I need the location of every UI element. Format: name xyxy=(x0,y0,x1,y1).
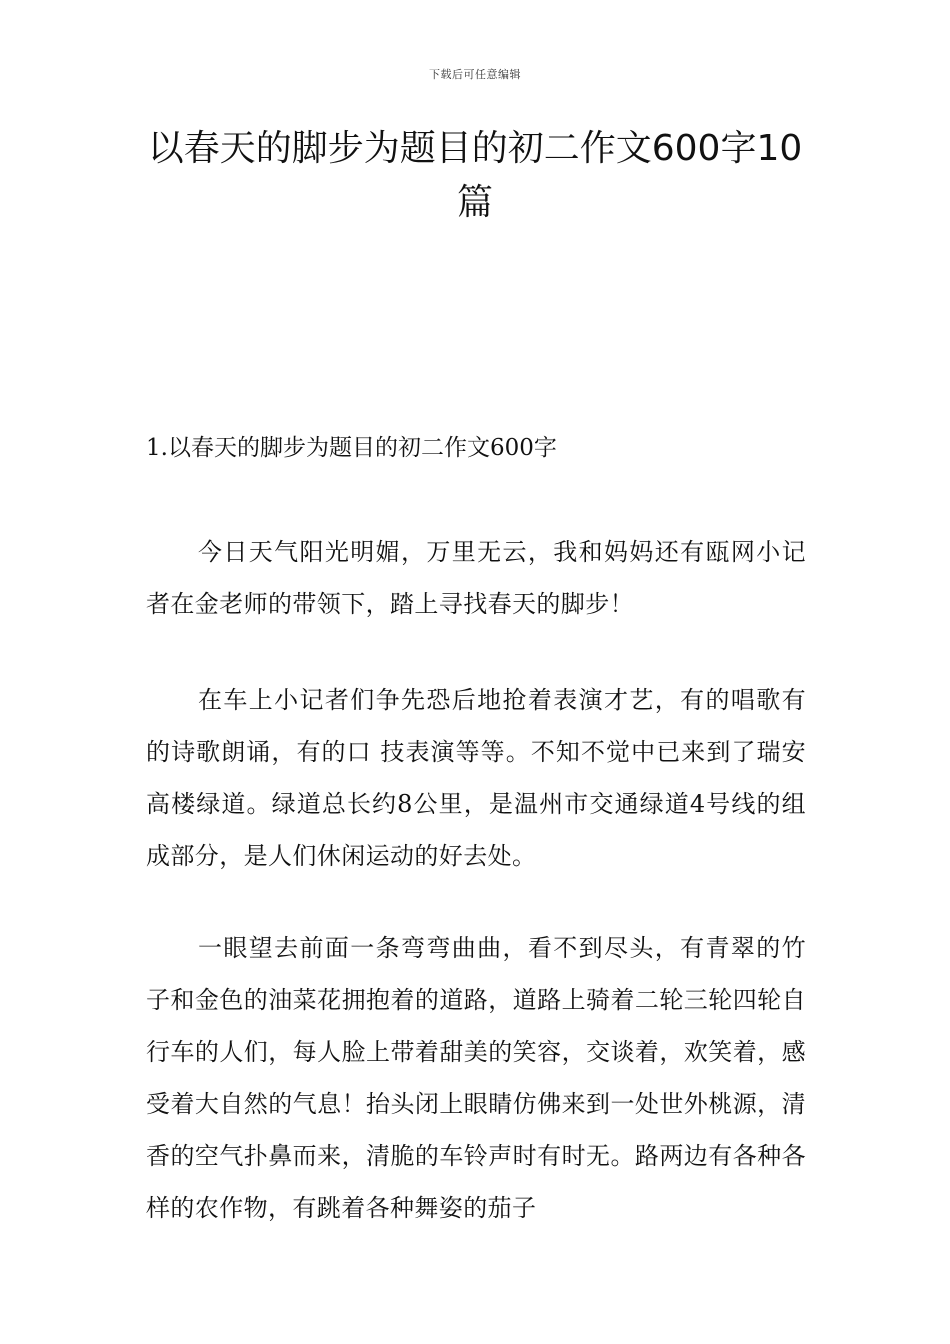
paragraph-1: 今日天气阳光明媚，万里无云，我和妈妈还有瓯网小记者在金老师的带领下，踏上寻找春天的脚步！ xyxy=(146,538,806,618)
document-title: 以春天的脚步为题目的初二作文600字10篇 xyxy=(147,128,803,223)
paragraph-3: 一眼望去前面一条弯弯曲曲，看不到尽头，有青翠的竹子和金色的油菜花拥抱着的道路，道路上骑着二轮三轮四轮自行车的人们，每人脸上带着甜美的笑容，交谈着，欢笑着，感受着大自然的气息！抬头闭上眼睛仿佛来到一处世外桃源，清香的空气扑鼻而来，清脆的车铃声时有时无。路两边有各种各样的农作物，有跳着各种舞姿的茄子 xyxy=(146,934,806,1222)
header-note: 下载后可任意编辑 xyxy=(429,68,521,81)
section-heading: 1.以春天的脚步为题目的初二作文600字 xyxy=(146,435,557,461)
paragraph-2: 在车上小记者们争先恐后地抢着表演才艺，有的唱歌有的诗歌朗诵，有的口 技表演等等。不知不觉中已来到了瑞安高楼绿道。绿道总长约8公里，是温州市交通绿道4号线的组成部分，是人们休闲运动的好去处。 xyxy=(146,686,806,870)
